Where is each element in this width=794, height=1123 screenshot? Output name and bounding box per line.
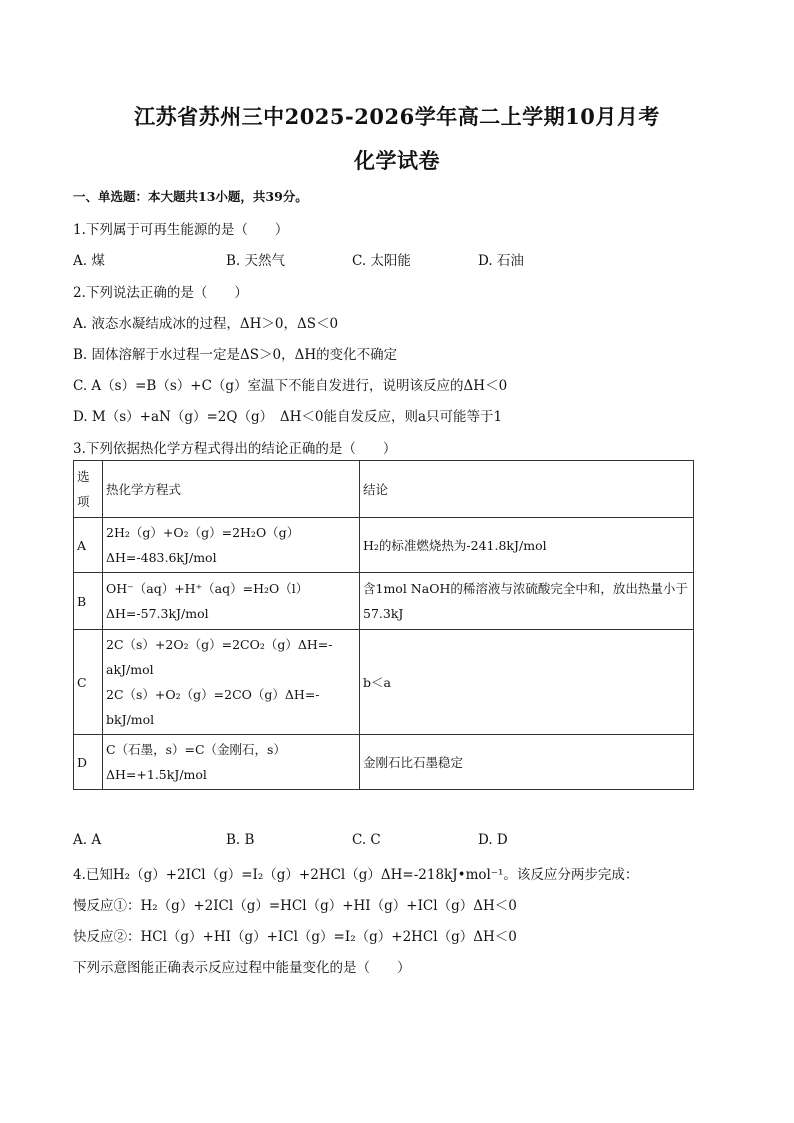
table-cell-option: D [74, 735, 103, 790]
table-cell-conclusion: 含1mol NaOH的稀溶液与浓硫酸完全中和，放出热量小于57.3kJ [360, 573, 694, 630]
table-row [74, 630, 694, 735]
question-1-option-a[interactable]: A. 煤 [73, 253, 105, 269]
question-4-slow-reaction: 慢反应①：H₂（g）+2ICl（g）=HCl（g）+HI（g）+ICl（g）ΔH＜0 [73, 898, 517, 914]
section-heading: 一、单选题：本大题共13小题，共39分。 [73, 189, 308, 204]
table-header-equation: 热化学方程式 [103, 461, 360, 518]
table-cell-equation-line-1: 2C（s）+2O₂（g）=2CO₂（g）ΔH=-akJ/mol [106, 637, 333, 677]
question-2-option-d[interactable]: D. M（s）+aN（g）=2Q（g） ΔH＜0能自发反应，则a只可能等于1 [73, 409, 503, 425]
table-row [74, 518, 694, 573]
question-1-stem: 1.下列属于可再生能源的是（ ） [73, 222, 289, 238]
table-cell-equation: C（石墨，s）=C（金刚石，s）ΔH=+1.5kJ/mol [103, 735, 360, 790]
table-header-option: 选项 [74, 461, 103, 518]
table-cell-equation-line-2: 2C（s）+O₂（g）=2CO（g）ΔH=-bkJ/mol [106, 687, 320, 727]
question-3-stem: 3.下列依据热化学方程式得出的结论正确的是（ ） [73, 441, 397, 457]
table-cell-option: C [74, 630, 103, 735]
question-1-option-b[interactable]: B. 天然气 [226, 253, 286, 269]
question-4-stem: 4.已知H₂（g）+2ICl（g）=I₂（g）+2HCl（g）ΔH=-218kJ•mol⁻¹。该反应分两步完成： [73, 867, 639, 883]
table-cell-conclusion: H₂的标准燃烧热为-241.8kJ/mol [360, 518, 694, 573]
table-cell-conclusion: 金刚石比石墨稳定 [360, 735, 694, 790]
question-4-fast-reaction: 快反应②：HCl（g）+HI（g）+ICl（g）=I₂（g）+2HCl（g）ΔH＜0 [73, 929, 517, 945]
question-3-option-b[interactable]: B. B [226, 832, 255, 848]
question-3-option-a[interactable]: A. A [73, 832, 102, 848]
question-1-option-d[interactable]: D. 石油 [478, 253, 524, 269]
table-cell-conclusion: b＜a [360, 630, 694, 735]
table-cell-equation: 2H₂（g）+O₂（g）=2H₂O（g）ΔH=-483.6kJ/mol [103, 518, 360, 573]
question-3-option-d[interactable]: D. D [478, 832, 508, 848]
question-2-option-c[interactable]: C. A（s）=B（s）+C（g）室温下不能自发进行，说明该反应的ΔH＜0 [73, 378, 508, 394]
exam-title: 江苏省苏州三中2025-2026学年高二上学期10月月考 [134, 104, 660, 129]
question-4-prompt: 下列示意图能正确表示反应过程中能量变化的是（ ） [73, 960, 411, 976]
exam-subtitle: 化学试卷 [354, 148, 440, 173]
table-row [74, 735, 694, 790]
question-3-option-c[interactable]: C. C [352, 832, 381, 848]
table-row [74, 573, 694, 630]
table-cell-option: A [74, 518, 103, 573]
question-3-table [73, 460, 694, 790]
table-header-row [74, 461, 694, 518]
question-2-stem: 2.下列说法正确的是（ ） [73, 285, 248, 301]
table-cell-equation: OH⁻（aq）+H⁺（aq）=H₂O（l）ΔH=-57.3kJ/mol [103, 573, 360, 630]
table-header-conclusion: 结论 [360, 461, 694, 518]
question-2-option-a[interactable]: A. 液态水凝结成冰的过程，ΔH＞0，ΔS＜0 [73, 316, 339, 332]
question-2-option-b[interactable]: B. 固体溶解于水过程一定是ΔS＞0，ΔH的变化不确定 [73, 347, 398, 363]
table-cell-option: B [74, 573, 103, 630]
table-cell-equation [103, 630, 360, 735]
question-1-option-c[interactable]: C. 太阳能 [352, 253, 411, 269]
